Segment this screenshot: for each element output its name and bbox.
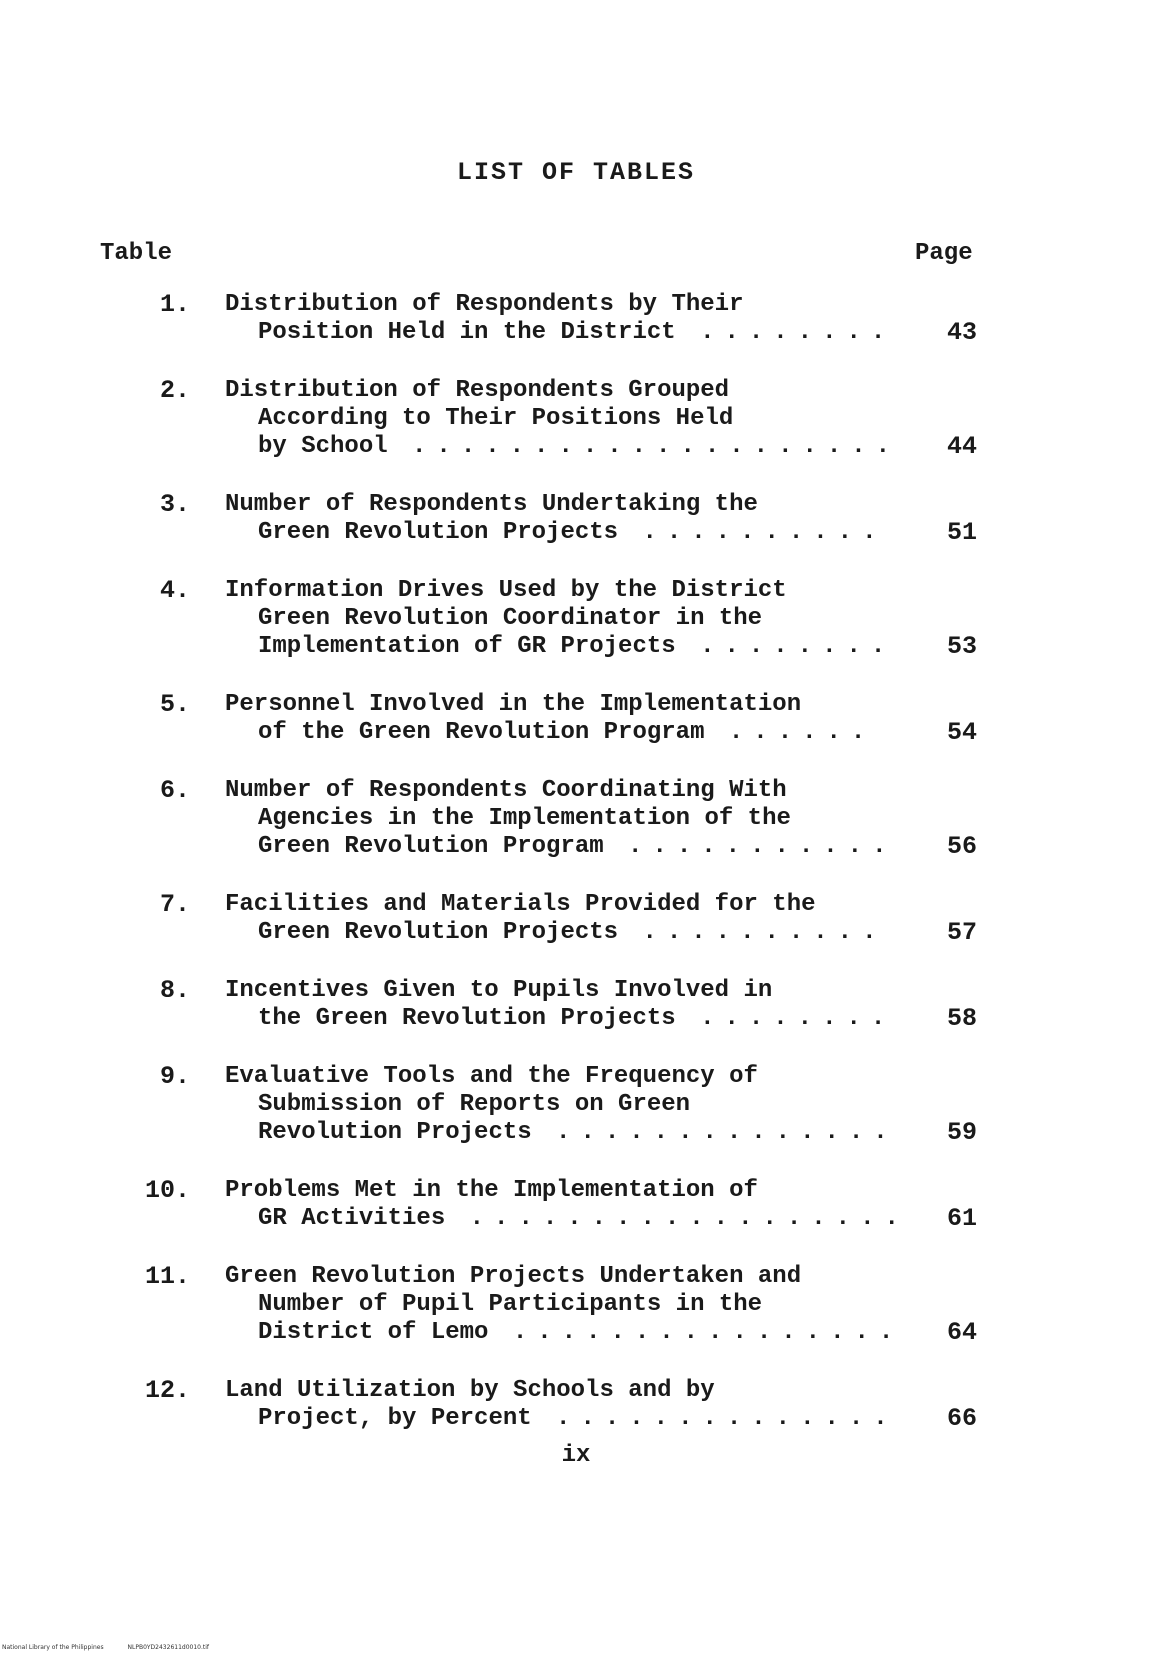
- entry-title-line: [225, 1263, 895, 1291]
- dot-leader: ....................: [387, 433, 901, 460]
- entry-title-line: [225, 1377, 895, 1405]
- entry-title-line: [225, 1063, 895, 1091]
- entry-number: 9.: [159, 1062, 190, 1091]
- entry-title-text: Green Revolution Coordinator in the: [258, 605, 763, 632]
- entry-title-text: According to Their Positions Held: [258, 405, 734, 432]
- file-id: NLPB0YD2432611d0010.tif: [127, 1644, 210, 1651]
- entry-title-line: [225, 833, 895, 861]
- entry-title-line: [225, 1005, 895, 1033]
- dot-leader: ..........: [618, 919, 887, 946]
- entry-title: [225, 291, 895, 347]
- entry-title-text: Land Utilization by Schools and by: [225, 1377, 715, 1404]
- entry-page-number: 56: [946, 832, 977, 861]
- dot-leader: ........: [675, 633, 896, 660]
- entry-title-line: [225, 1091, 895, 1119]
- list-item: [0, 977, 1152, 1033]
- entry-title-line: [225, 719, 895, 747]
- entry-title-text: District of Lemo: [258, 1319, 489, 1346]
- entry-page-number: 57: [946, 918, 977, 947]
- entry-title-text: Number of Respondents Coordinating With: [225, 777, 787, 804]
- entry-title-text: Number of Pupil Participants in the: [258, 1291, 763, 1318]
- list-item: [0, 777, 1152, 861]
- entry-title-line: [225, 433, 901, 461]
- entry-title-line: [225, 491, 895, 519]
- entry-title-text: Revolution Projects: [258, 1119, 532, 1146]
- entry-title-text: GR Activities: [258, 1205, 446, 1232]
- entry-title-line: [225, 691, 895, 719]
- entry-title-line: [225, 519, 895, 547]
- entry-number: 10.: [144, 1176, 190, 1205]
- entry-title-text: Green Revolution Projects: [258, 919, 619, 946]
- entry-number: 1.: [159, 290, 190, 319]
- table-of-contents-list: [0, 291, 1152, 1463]
- entry-title-line: [225, 977, 895, 1005]
- entry-title-text: Facilities and Materials Provided for the: [225, 891, 816, 918]
- entry-title-text: Evaluative Tools and the Frequency of: [225, 1063, 758, 1090]
- entry-number: 5.: [159, 690, 190, 719]
- dot-leader: ........: [675, 319, 896, 346]
- entry-title-line: [225, 319, 895, 347]
- dot-leader: ..............: [531, 1405, 898, 1432]
- dot-leader: ...........: [603, 833, 897, 860]
- entry-title-text: Green Revolution Projects Undertaken and: [225, 1263, 802, 1290]
- entry-number: 11.: [144, 1262, 190, 1291]
- entry-title-line: [225, 1291, 895, 1319]
- entry-title-line: [225, 405, 895, 433]
- entry-page-number: 43: [946, 318, 977, 347]
- entry-title: [225, 891, 895, 947]
- page-title: LIST OF TABLES: [456, 158, 696, 187]
- entry-title-text: Information Drives Used by the District: [225, 577, 787, 604]
- entry-title-line: [225, 891, 895, 919]
- entry-page-number: 51: [946, 518, 977, 547]
- entry-title-line: [225, 1405, 898, 1433]
- entry-title: [225, 777, 895, 861]
- list-item: [0, 1377, 1152, 1433]
- entry-title: [225, 577, 895, 661]
- dot-leader: ..........: [618, 519, 887, 546]
- list-item: [0, 377, 1152, 461]
- entry-page-number: 61: [946, 1204, 977, 1233]
- entry-title-text: Project, by Percent: [258, 1405, 532, 1432]
- entry-title-text: Agencies in the Implementation of the: [258, 805, 791, 832]
- entry-title-line: [225, 1177, 895, 1205]
- entry-title: [225, 491, 895, 547]
- entry-number: 3.: [159, 490, 190, 519]
- entry-title-text: Implementation of GR Projects: [258, 633, 676, 660]
- entry-title-text: Personnel Involved in the Implementation: [225, 691, 802, 718]
- list-item: [0, 1177, 1152, 1233]
- entry-page-number: 64: [946, 1318, 977, 1347]
- library-credit: National Library of the Philippines: [2, 1644, 104, 1651]
- dot-leader: ..................: [445, 1205, 909, 1232]
- entry-page-number: 44: [946, 432, 977, 461]
- entry-title: [225, 377, 901, 461]
- entry-title-line: [225, 633, 895, 661]
- entry-title-line: [225, 291, 895, 319]
- entry-number: 2.: [159, 376, 190, 405]
- entry-number: 8.: [159, 976, 190, 1005]
- entry-title-line: [225, 377, 895, 405]
- entry-title: [225, 1377, 898, 1433]
- entry-title-text: Distribution of Respondents by Their: [225, 291, 744, 318]
- list-item: [0, 691, 1152, 747]
- entry-number: 12.: [144, 1376, 190, 1405]
- list-item: [0, 291, 1152, 347]
- column-header-page: Page: [915, 240, 973, 267]
- entry-number: 7.: [159, 890, 190, 919]
- entry-title-line: [225, 605, 895, 633]
- entry-page-number: 54: [946, 718, 977, 747]
- entry-title-text: by School: [258, 433, 388, 460]
- dot-leader: ........: [675, 1005, 896, 1032]
- entry-page-number: 66: [946, 1404, 977, 1433]
- dot-leader: ................: [488, 1319, 904, 1346]
- entry-title-text: Distribution of Respondents Grouped: [225, 377, 730, 404]
- entry-title: [225, 1177, 909, 1233]
- entry-title-text: Incentives Given to Pupils Involved in: [225, 977, 773, 1004]
- entry-title-line: [225, 1319, 904, 1347]
- entry-title-line: [225, 777, 895, 805]
- dot-leader: ......: [704, 719, 876, 746]
- list-item: [0, 1063, 1152, 1147]
- page-number: ix: [561, 1442, 591, 1469]
- scan-footer: [2, 1644, 231, 1651]
- entry-title-text: Number of Respondents Undertaking the: [225, 491, 758, 518]
- entry-title-line: [225, 577, 895, 605]
- list-item: [0, 891, 1152, 947]
- entry-title-text: of the Green Revolution Program: [258, 719, 705, 746]
- entry-title-text: the Green Revolution Projects: [258, 1005, 676, 1032]
- entry-title-text: Problems Met in the Implementation of: [225, 1177, 758, 1204]
- list-item: [0, 491, 1152, 547]
- entry-title-line: [225, 1119, 898, 1147]
- entry-number: 6.: [159, 776, 190, 805]
- entry-title-line: [225, 919, 895, 947]
- entry-title-line: [225, 805, 895, 833]
- entry-title-text: Submission of Reports on Green: [258, 1091, 691, 1118]
- list-item: [0, 577, 1152, 661]
- entry-title: [225, 1263, 904, 1347]
- entry-title-line: [225, 1205, 909, 1233]
- entry-title: [225, 977, 895, 1033]
- entry-page-number: 58: [946, 1004, 977, 1033]
- entry-title-text: Position Held in the District: [258, 319, 676, 346]
- entry-title-text: Green Revolution Program: [258, 833, 604, 860]
- dot-leader: ..............: [531, 1119, 898, 1146]
- column-header-table: Table: [100, 240, 173, 267]
- list-item: [0, 1263, 1152, 1347]
- entry-number: 4.: [159, 576, 190, 605]
- entry-page-number: 59: [946, 1118, 977, 1147]
- entry-title-text: Green Revolution Projects: [258, 519, 619, 546]
- entry-page-number: 53: [946, 632, 977, 661]
- entry-title: [225, 1063, 898, 1147]
- entry-title: [225, 691, 895, 747]
